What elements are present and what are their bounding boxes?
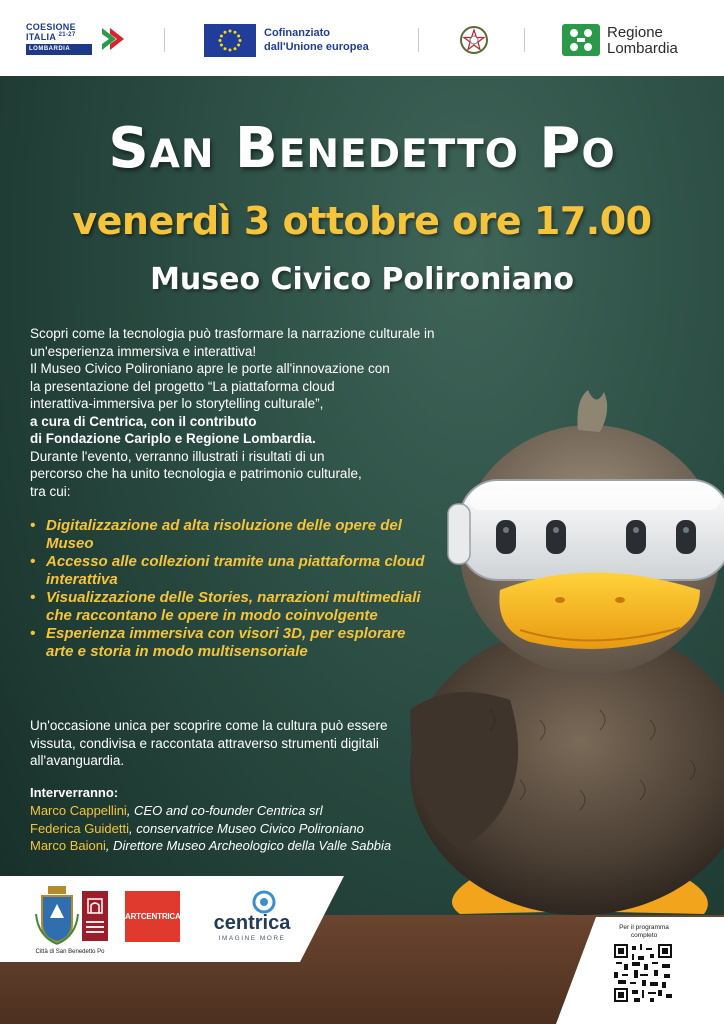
- comune-label: Città di San Benedetto Po: [35, 949, 105, 955]
- coesione-line2: ITALIA $^{21-27}$: [26, 32, 76, 42]
- speaker-entry: [30, 802, 450, 820]
- regione-line2: Lombardia: [607, 40, 678, 57]
- highlight-item: • Esperienza immersiva con visori 3D, per esplorare arte e storia in modo multisensoriale: [30, 625, 430, 661]
- speaker-name: Federica Guidetti: [30, 820, 129, 836]
- centrica-wordmark: centrica: [213, 912, 291, 934]
- speakers-list: [30, 802, 450, 855]
- event-description: [30, 325, 500, 500]
- logo-divider: [524, 28, 525, 52]
- program-qr-label: Per il programma completo: [619, 924, 669, 939]
- regione-lombardia-logo-icon: [562, 24, 600, 56]
- description-line: Scopri come la tecnologia può trasformare la narrazione culturale in: [30, 326, 435, 341]
- program-qr-code[interactable]: [614, 944, 672, 1002]
- highlight-item: • Accesso alle collezioni tramite una piattaforma cloud interattiva: [30, 553, 430, 589]
- speaker-name: Marco Baioni: [30, 838, 106, 853]
- italian-republic-emblem-icon: [458, 24, 490, 56]
- description-line: Durante l'evento, verranno illustrati i risultati di un: [30, 448, 325, 464]
- eu-flag-icon: [204, 24, 256, 57]
- highlights-list: [30, 517, 430, 661]
- centrica-tagline: IMAGINE MORE: [218, 935, 286, 942]
- description-line: Il Museo Civico Polironiano apre le porte all'innovazione con: [30, 361, 390, 376]
- logo-divider: [164, 28, 165, 52]
- coesione-mark-icon: [96, 24, 126, 54]
- eu-line2: dall'Unione europea: [264, 41, 369, 53]
- regione-lombardia-label: [607, 25, 707, 57]
- highlight-item: • Visualizzazione delle Stories, narrazioni multimediali che raccontano le opere in modo coinvolgente: [30, 589, 430, 625]
- speakers-heading: Interverranno:: [30, 785, 119, 800]
- partner-logo-bar: [0, 0, 724, 76]
- speaker-role: , CEO and co-founder Centrica srl: [126, 803, 323, 818]
- description-line: interattiva-immersiva per lo storytelling culturale”,: [30, 396, 324, 411]
- speaker-role: , conservatrice Museo Civico Polironiano: [129, 820, 364, 836]
- speaker-entry: [30, 820, 450, 838]
- description-line: un'esperienza immersiva e interattiva!: [30, 343, 257, 359]
- coesione-italia-logo: [26, 22, 128, 58]
- event-venue: Museo Civico Polironiano: [150, 262, 574, 297]
- regione-line1: Regione: [607, 24, 663, 41]
- centrica-mark-icon: [250, 890, 278, 914]
- eu-line1: Cofinanziato: [264, 27, 330, 39]
- artcentrica-logo: ARTCENTRICA: [125, 891, 180, 942]
- event-datetime: venerdì 3 ottobre ore 17.00: [72, 199, 652, 243]
- speaker-entry: [30, 837, 450, 855]
- description-line: la presentazione del progetto “La piattaforma cloud: [30, 378, 335, 394]
- coesione-line1: COESIONE: [26, 22, 76, 32]
- description-line: di Fondazione Cariplo e Regione Lombardia.: [30, 431, 316, 446]
- speaker-name: Marco Cappellini: [30, 803, 127, 818]
- eu-cofinanced-label: [264, 26, 394, 54]
- highlight-item: • Digitalizzazione ad alta risoluzione delle opere del Museo: [30, 517, 430, 553]
- coesione-region: LOMBARDIA: [26, 44, 92, 55]
- description-line: tra cui:: [30, 483, 71, 499]
- closing-paragraph: Un'occasione unica per scoprire come la cultura può essere vissuta, condivisa e raccontata attraverso strumenti digitali all'avanguardia.: [30, 718, 388, 768]
- description-line: a cura di Centrica, con il contributo: [30, 413, 257, 429]
- comune-crest-icon: [34, 884, 80, 946]
- speaker-role: , Direttore Museo Archeologico della Valle Sabbia: [105, 838, 392, 853]
- unione-comuni-logo-icon: [82, 891, 108, 941]
- description-line: percorso che ha unito tecnologia e patrimonio culturale,: [30, 466, 362, 481]
- logo-divider: [418, 28, 419, 52]
- event-town-title: San Benedetto Po: [108, 116, 616, 181]
